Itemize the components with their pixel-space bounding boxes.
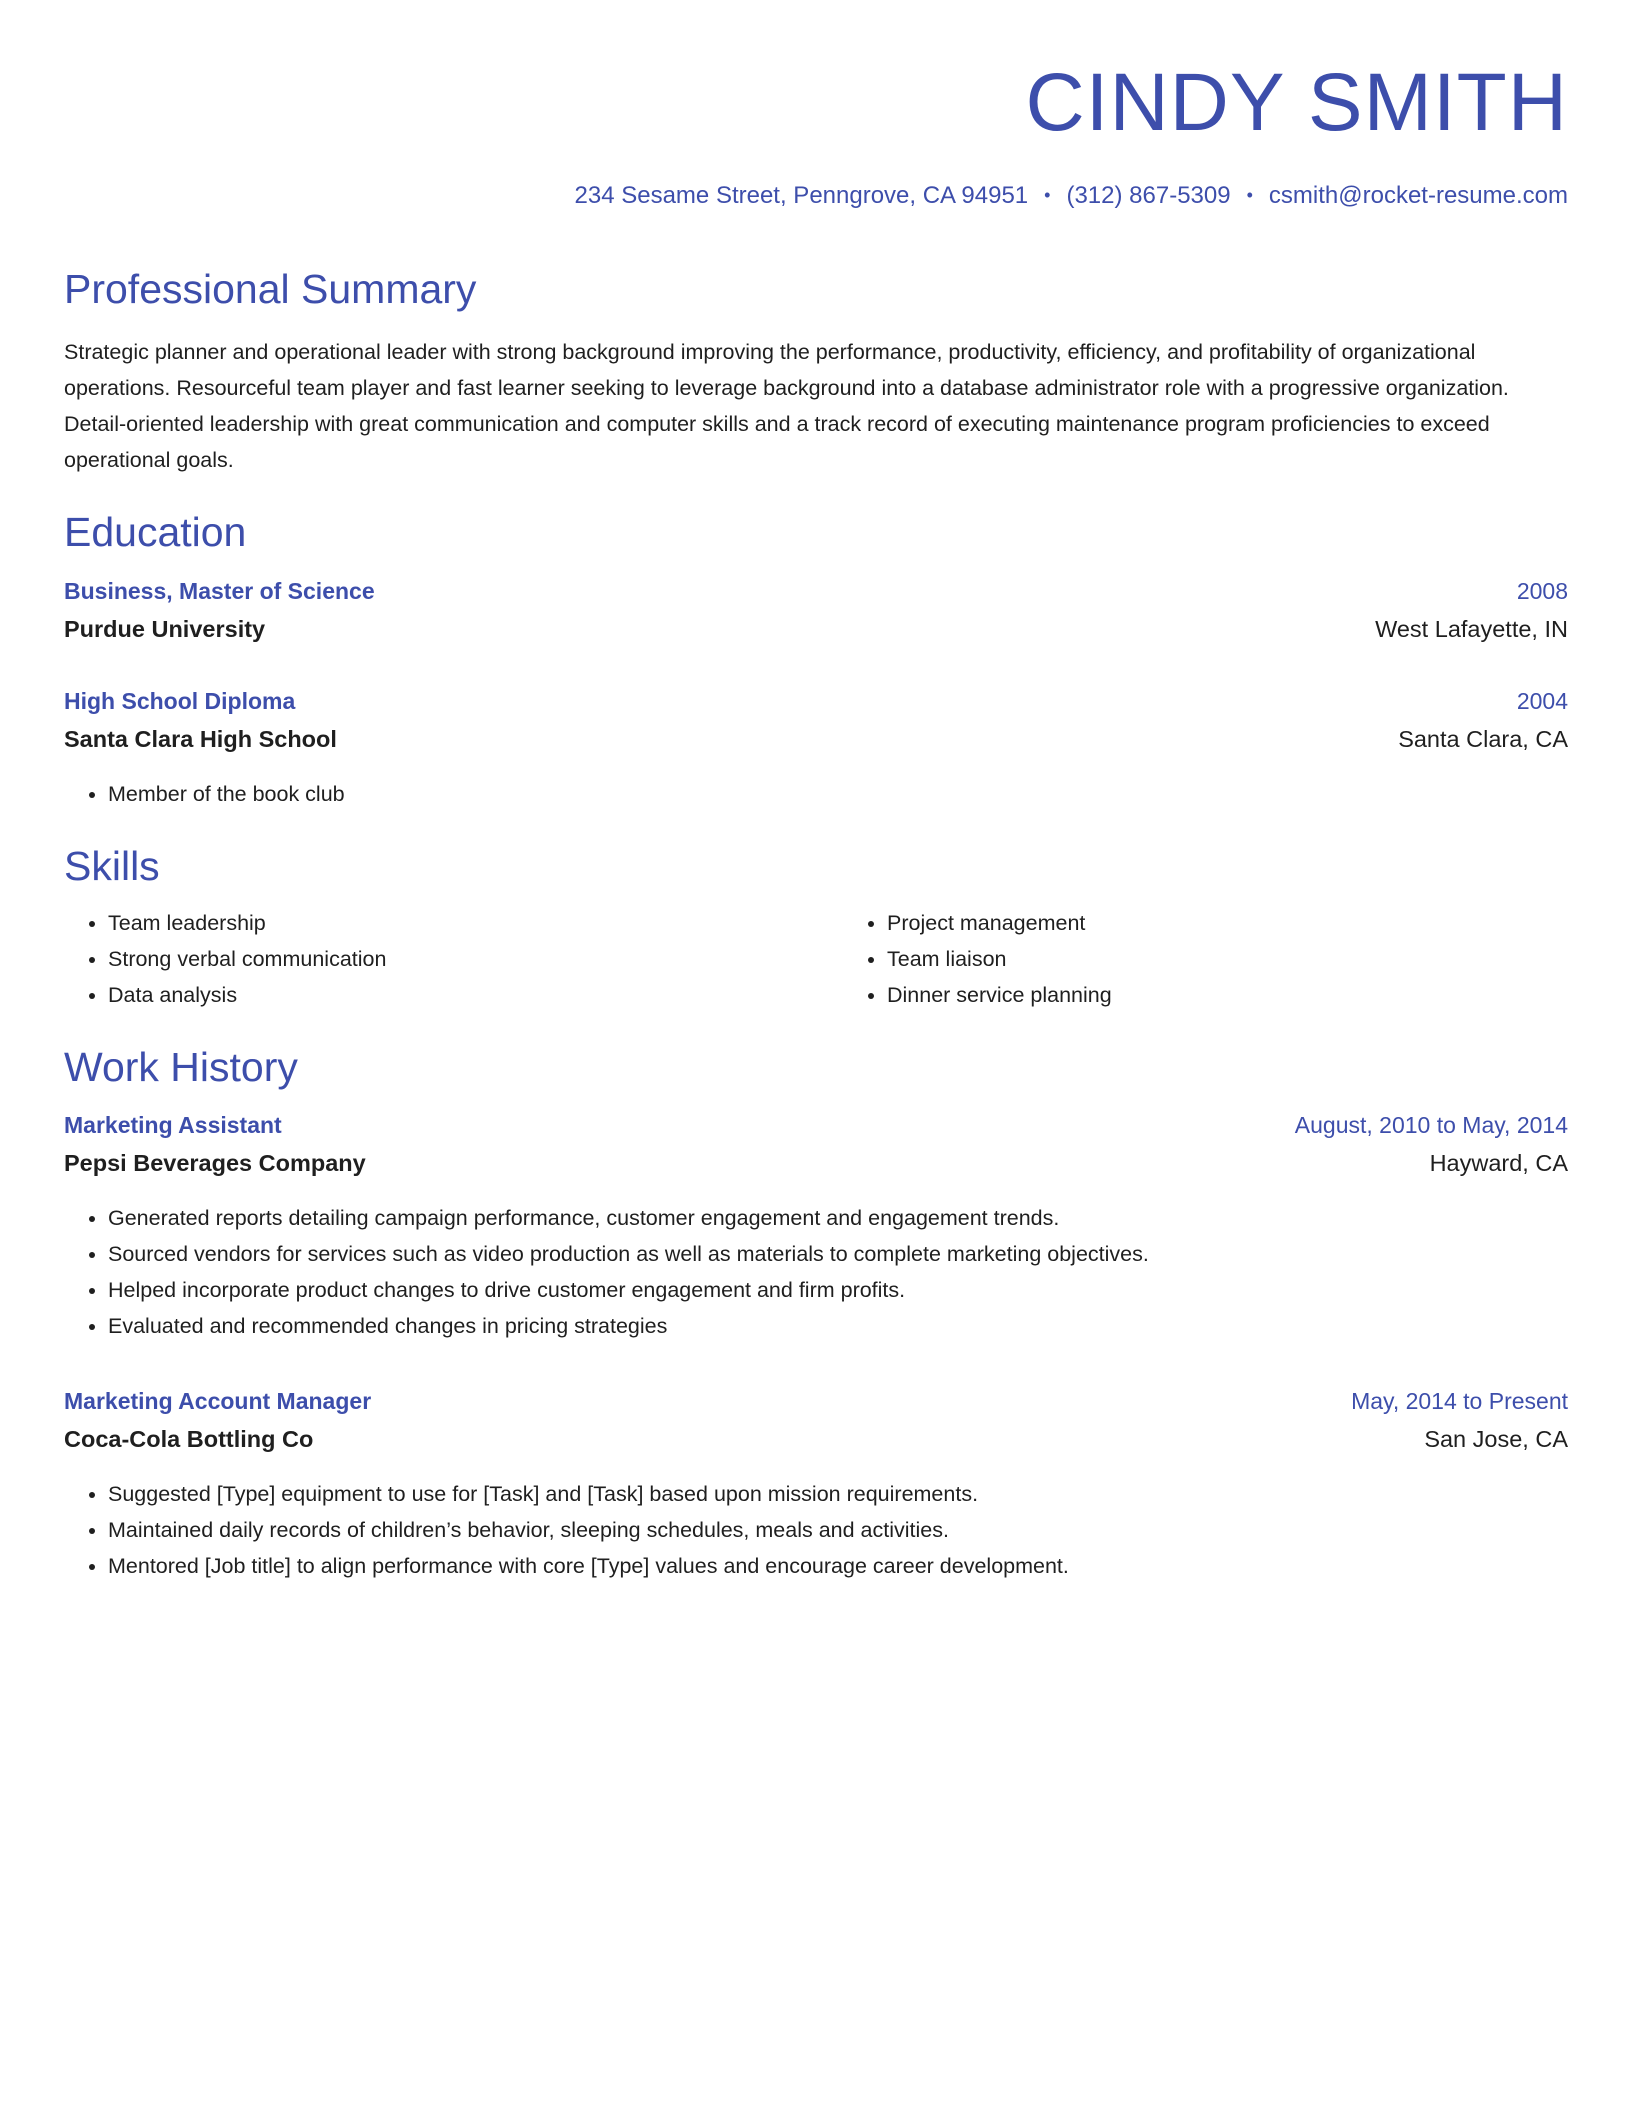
skills-left-column (64, 905, 843, 1013)
list-item: • Helped incorporate product changes to drive customer engagement and firm profits. (108, 1272, 1568, 1308)
job-title: Marketing Assistant (64, 1111, 282, 1138)
contact-address: 234 Sesame Street, Penngrove, CA 94951 (574, 182, 1029, 209)
education-entry-subheader (64, 724, 1568, 754)
education-heading: Education (64, 509, 247, 556)
graduation-year: 2004 (1516, 687, 1568, 714)
job-title: Marketing Account Manager (64, 1387, 372, 1414)
skill-item: • Team liaison (887, 941, 1568, 977)
work-heading: Work History (64, 1043, 298, 1090)
education-entry-subheader (64, 614, 1568, 644)
work-section (64, 1043, 1568, 1584)
skills-grid (64, 905, 1568, 1013)
skill-item: • Team leadership (108, 905, 843, 941)
job-dates: May, 2014 to Present (1351, 1387, 1568, 1414)
skill-item: • Project management (887, 905, 1568, 941)
list-item: • Mentored [Job title] to align performance with core [Type] values and encourage career development. (108, 1548, 1568, 1584)
work-entry-header (64, 1110, 1568, 1140)
list-item: • Sourced vendors for services such as video production as well as materials to complete marketing objectives. (108, 1236, 1568, 1272)
work-entry (64, 1110, 1568, 1344)
list-item: • Evaluated and recommended changes in pricing strategies (108, 1308, 1568, 1344)
education-bullets (64, 776, 1568, 812)
school-location: West Lafayette, IN (1375, 615, 1568, 642)
education-entry (64, 686, 1568, 812)
degree-title: Business, Master of Science (64, 577, 375, 604)
education-entry-header (64, 576, 1568, 606)
skill-item: • Data analysis (108, 977, 843, 1013)
school-name: Purdue University (64, 615, 266, 642)
company-name: Pepsi Beverages Company (64, 1149, 366, 1176)
list-item: • Generated reports detailing campaign performance, customer engagement and engagement trends. (108, 1200, 1568, 1236)
work-entry-subheader (64, 1424, 1568, 1454)
skills-right-column (843, 905, 1568, 1013)
school-location: Santa Clara, CA (1398, 725, 1568, 752)
summary-section (64, 265, 1568, 478)
separator-dot: • (1246, 185, 1253, 205)
skills-heading: Skills (64, 842, 160, 889)
list-item: • Suggested [Type] equipment to use for [Task] and [Task] based upon mission requirements. (108, 1476, 1568, 1512)
work-entry-subheader (64, 1148, 1568, 1178)
work-bullets (64, 1476, 1568, 1584)
degree-title: High School Diploma (64, 687, 296, 714)
contact-email: csmith@rocket-resume.com (1268, 182, 1568, 209)
summary-heading: Professional Summary (64, 266, 477, 313)
work-bullets (64, 1200, 1568, 1344)
list-item: • Member of the book club (108, 776, 1568, 812)
school-name: Santa Clara High School (64, 725, 337, 752)
work-entry-header (64, 1386, 1568, 1416)
skills-section (64, 842, 1568, 1013)
summary-text: Strategic planner and operational leader with strong background improving the performance, productivity, efficiency, and profitability of organizational operations. Resourceful team player and fast learner seeking to leverage background into a database administrator role with a progressive organization. Detail-oriented leadership with great communication and computer skills and a track record of executing maintenance program proficiencies to exceed operational goals. (64, 340, 1509, 473)
skill-item: • Strong verbal communication (108, 941, 843, 977)
education-entry-header (64, 686, 1568, 716)
graduation-year: 2008 (1516, 577, 1568, 604)
candidate-name: CINDY SMITH (1025, 57, 1568, 148)
education-entry (64, 576, 1568, 644)
job-dates: August, 2010 to May, 2014 (1294, 1111, 1568, 1138)
contact-line (64, 180, 1568, 211)
skill-item: • Dinner service planning (887, 977, 1568, 1013)
company-name: Coca-Cola Bottling Co (64, 1425, 314, 1452)
list-item: • Maintained daily records of children’s behavior, sleeping schedules, meals and activities. (108, 1512, 1568, 1548)
job-location: San Jose, CA (1424, 1425, 1568, 1452)
resume-header (64, 57, 1568, 211)
contact-phone: (312) 867-5309 (1066, 182, 1231, 209)
work-entry (64, 1386, 1568, 1584)
education-section (64, 508, 1568, 811)
job-location: Hayward, CA (1429, 1149, 1568, 1176)
separator-dot: • (1044, 185, 1051, 205)
